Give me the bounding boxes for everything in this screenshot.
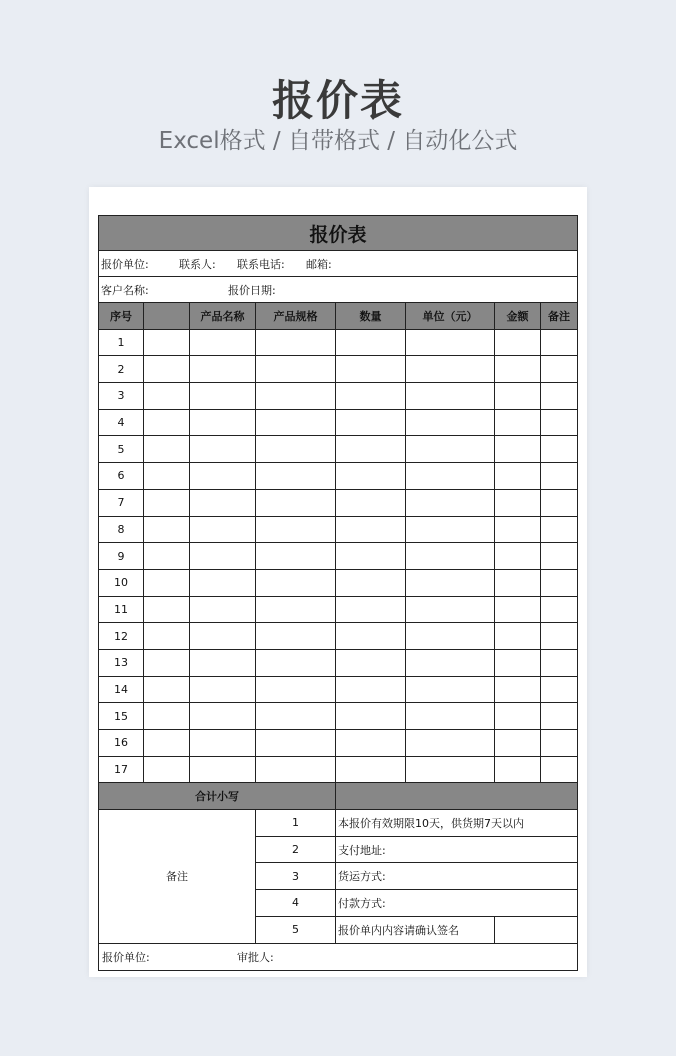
table-cell[interactable]	[406, 489, 495, 516]
table-row	[99, 649, 578, 676]
table-cell[interactable]	[256, 596, 336, 623]
table-cell[interactable]	[190, 756, 256, 783]
row-index: 7	[99, 489, 144, 516]
table-cell[interactable]	[406, 383, 495, 410]
table-cell[interactable]	[144, 676, 190, 703]
table-cell[interactable]	[406, 756, 495, 783]
row-index: 6	[99, 463, 144, 490]
table-cell[interactable]	[495, 543, 541, 570]
table-cell[interactable]	[190, 596, 256, 623]
table-cell[interactable]	[144, 756, 190, 783]
table-cell[interactable]	[256, 623, 336, 650]
table-cell[interactable]	[541, 516, 578, 543]
table-cell[interactable]	[406, 676, 495, 703]
table-cell[interactable]	[190, 516, 256, 543]
note-number: 2	[256, 836, 336, 863]
table-cell[interactable]	[495, 569, 541, 596]
table-cell[interactable]	[144, 649, 190, 676]
row-index: 4	[99, 409, 144, 436]
table-row	[99, 569, 578, 596]
note-row	[99, 810, 578, 837]
table-cell[interactable]	[256, 356, 336, 383]
table-cell[interactable]	[144, 409, 190, 436]
table-cell[interactable]	[190, 356, 256, 383]
row-index: 14	[99, 676, 144, 703]
table-cell[interactable]	[336, 489, 406, 516]
table-cell[interactable]	[541, 756, 578, 783]
table-row	[99, 356, 578, 383]
table-row	[99, 730, 578, 757]
table-cell[interactable]	[406, 409, 495, 436]
row-index: 16	[99, 730, 144, 757]
table-row	[99, 676, 578, 703]
table-cell[interactable]	[256, 436, 336, 463]
table-cell[interactable]	[144, 569, 190, 596]
table-cell[interactable]	[406, 649, 495, 676]
note-text: 本报价有效期限10天，供货期7天以内	[336, 810, 578, 837]
col-header-spec: 产品规格	[256, 303, 336, 330]
table-row	[99, 409, 578, 436]
table-cell[interactable]	[144, 730, 190, 757]
table-cell[interactable]	[336, 329, 406, 356]
table-cell[interactable]	[256, 543, 336, 570]
quote-table	[98, 215, 578, 971]
table-cell[interactable]	[336, 463, 406, 490]
table-cell[interactable]	[336, 703, 406, 730]
row-index: 11	[99, 596, 144, 623]
table-cell[interactable]	[190, 383, 256, 410]
table-cell[interactable]	[495, 409, 541, 436]
col-header-amount: 金额	[495, 303, 541, 330]
table-row	[99, 756, 578, 783]
header-row	[99, 303, 578, 330]
table-cell[interactable]	[190, 489, 256, 516]
table-cell[interactable]	[190, 703, 256, 730]
table-cell[interactable]	[495, 436, 541, 463]
table-cell[interactable]	[495, 649, 541, 676]
row-index: 1	[99, 329, 144, 356]
col-header-qty: 数量	[336, 303, 406, 330]
table-cell[interactable]	[190, 463, 256, 490]
table-row	[99, 383, 578, 410]
table-cell[interactable]	[256, 649, 336, 676]
table-cell[interactable]	[256, 703, 336, 730]
table-cell[interactable]	[190, 409, 256, 436]
table-cell[interactable]	[406, 356, 495, 383]
table-cell[interactable]	[495, 623, 541, 650]
table-cell[interactable]	[541, 703, 578, 730]
note-number: 5	[256, 916, 336, 943]
table-cell[interactable]	[336, 596, 406, 623]
hero-title: 报价表	[271, 76, 404, 125]
info-row-1	[99, 251, 578, 277]
table-cell[interactable]	[144, 596, 190, 623]
table-cell[interactable]	[495, 356, 541, 383]
table-cell[interactable]	[541, 436, 578, 463]
row-index: 12	[99, 623, 144, 650]
table-cell[interactable]	[256, 730, 336, 757]
footer-quote-unit: 报价单位:	[102, 950, 150, 964]
table-cell[interactable]	[495, 703, 541, 730]
col-header-product: 产品名称	[190, 303, 256, 330]
table-cell[interactable]	[144, 436, 190, 463]
table-cell[interactable]	[144, 329, 190, 356]
table-cell[interactable]	[495, 516, 541, 543]
note-number: 3	[256, 863, 336, 890]
table-cell[interactable]	[406, 543, 495, 570]
table-cell[interactable]	[336, 383, 406, 410]
table-cell[interactable]	[336, 516, 406, 543]
table-cell[interactable]	[541, 543, 578, 570]
table-cell[interactable]	[256, 569, 336, 596]
table-cell[interactable]	[336, 623, 406, 650]
table-row	[99, 489, 578, 516]
table-cell[interactable]	[144, 463, 190, 490]
table-cell[interactable]	[495, 676, 541, 703]
table-cell[interactable]	[336, 649, 406, 676]
note-number: 1	[256, 810, 336, 837]
table-cell[interactable]	[541, 409, 578, 436]
table-cell[interactable]	[336, 676, 406, 703]
footer-cell	[99, 943, 578, 970]
table-cell[interactable]	[406, 623, 495, 650]
table-row	[99, 596, 578, 623]
table-cell[interactable]	[495, 596, 541, 623]
info-customer: 客户名称:	[101, 283, 149, 297]
note-text: 付款方式:	[336, 890, 578, 917]
table-row	[99, 463, 578, 490]
table-row	[99, 436, 578, 463]
table-cell[interactable]	[406, 516, 495, 543]
table-cell[interactable]	[541, 329, 578, 356]
table-cell[interactable]	[190, 649, 256, 676]
row-index: 2	[99, 356, 144, 383]
table-cell[interactable]	[256, 489, 336, 516]
table-cell[interactable]	[495, 489, 541, 516]
table-cell[interactable]	[336, 569, 406, 596]
table-cell[interactable]	[190, 730, 256, 757]
table-cell[interactable]	[190, 623, 256, 650]
table-cell[interactable]	[495, 463, 541, 490]
subtotal-row	[99, 783, 578, 810]
table-cell[interactable]	[144, 543, 190, 570]
table-cell[interactable]	[541, 623, 578, 650]
table-cell[interactable]	[541, 489, 578, 516]
table-cell[interactable]	[144, 623, 190, 650]
table-cell[interactable]	[144, 356, 190, 383]
table-cell[interactable]	[256, 463, 336, 490]
table-cell[interactable]	[336, 436, 406, 463]
table-cell[interactable]	[541, 569, 578, 596]
row-index: 10	[99, 569, 144, 596]
table-row	[99, 329, 578, 356]
row-index: 15	[99, 703, 144, 730]
table-cell[interactable]	[336, 756, 406, 783]
info-contact: 联系人:	[179, 257, 216, 271]
note-number: 4	[256, 890, 336, 917]
note-text: 报价单内内容请确认签名	[336, 916, 495, 943]
table-cell[interactable]	[256, 676, 336, 703]
table-cell[interactable]	[406, 463, 495, 490]
table-row	[99, 703, 578, 730]
table-cell[interactable]	[406, 569, 495, 596]
table-cell[interactable]	[144, 383, 190, 410]
table-cell[interactable]	[495, 329, 541, 356]
row-index: 17	[99, 756, 144, 783]
subtotal-label: 合计小写	[99, 783, 336, 810]
row-index: 8	[99, 516, 144, 543]
table-cell[interactable]	[541, 356, 578, 383]
row-index: 13	[99, 649, 144, 676]
row-index: 9	[99, 543, 144, 570]
table-cell[interactable]	[256, 329, 336, 356]
table-cell[interactable]	[541, 463, 578, 490]
table-cell[interactable]	[541, 383, 578, 410]
table-cell[interactable]	[336, 730, 406, 757]
table-row	[99, 543, 578, 570]
subtotal-value[interactable]	[336, 783, 578, 810]
table-cell[interactable]	[190, 329, 256, 356]
table-cell[interactable]	[406, 329, 495, 356]
info-row-2	[99, 277, 578, 303]
table-cell[interactable]	[406, 436, 495, 463]
row-index: 5	[99, 436, 144, 463]
table-cell[interactable]	[256, 409, 336, 436]
col-header-blank	[144, 303, 190, 330]
sheet-title: 报价表	[99, 216, 578, 251]
table-cell[interactable]	[406, 596, 495, 623]
table-cell[interactable]	[406, 703, 495, 730]
table-cell[interactable]	[190, 569, 256, 596]
table-cell[interactable]	[256, 383, 336, 410]
table-row	[99, 623, 578, 650]
remarks-label: 备注	[99, 810, 256, 943]
table-cell[interactable]	[495, 383, 541, 410]
info-quote-unit: 报价单位:	[101, 257, 149, 271]
table-cell[interactable]	[336, 409, 406, 436]
col-header-remark: 备注	[541, 303, 578, 330]
col-header-unit-price: 单位（元）	[406, 303, 495, 330]
table-cell[interactable]	[256, 516, 336, 543]
table-cell[interactable]	[144, 489, 190, 516]
table-cell[interactable]	[406, 730, 495, 757]
table-cell[interactable]	[541, 730, 578, 757]
table-cell[interactable]	[256, 756, 336, 783]
table-cell[interactable]	[144, 703, 190, 730]
info-date: 报价日期:	[228, 283, 276, 297]
footer-row	[99, 943, 578, 970]
footer-approver: 审批人:	[237, 950, 274, 964]
note-text: 货运方式:	[336, 863, 578, 890]
table-cell[interactable]	[336, 543, 406, 570]
table-cell[interactable]	[144, 516, 190, 543]
table-cell[interactable]	[495, 756, 541, 783]
hero-subtitle: Excel格式 / 自带格式 / 自动化公式	[158, 128, 518, 154]
col-header-index: 序号	[99, 303, 144, 330]
table-cell[interactable]	[541, 676, 578, 703]
table-cell[interactable]	[336, 356, 406, 383]
note-text: 支付地址:	[336, 836, 578, 863]
row-index: 3	[99, 383, 144, 410]
table-cell[interactable]	[541, 596, 578, 623]
table-cell[interactable]	[190, 436, 256, 463]
signature-cell[interactable]	[495, 916, 578, 943]
info-phone: 联系电话:	[237, 257, 285, 271]
table-row	[99, 516, 578, 543]
table-cell[interactable]	[541, 649, 578, 676]
table-cell[interactable]	[190, 543, 256, 570]
table-cell[interactable]	[495, 730, 541, 757]
spreadsheet-preview	[89, 187, 587, 977]
table-cell[interactable]	[190, 676, 256, 703]
info-email: 邮箱:	[306, 257, 332, 271]
hero-banner	[0, 0, 676, 180]
